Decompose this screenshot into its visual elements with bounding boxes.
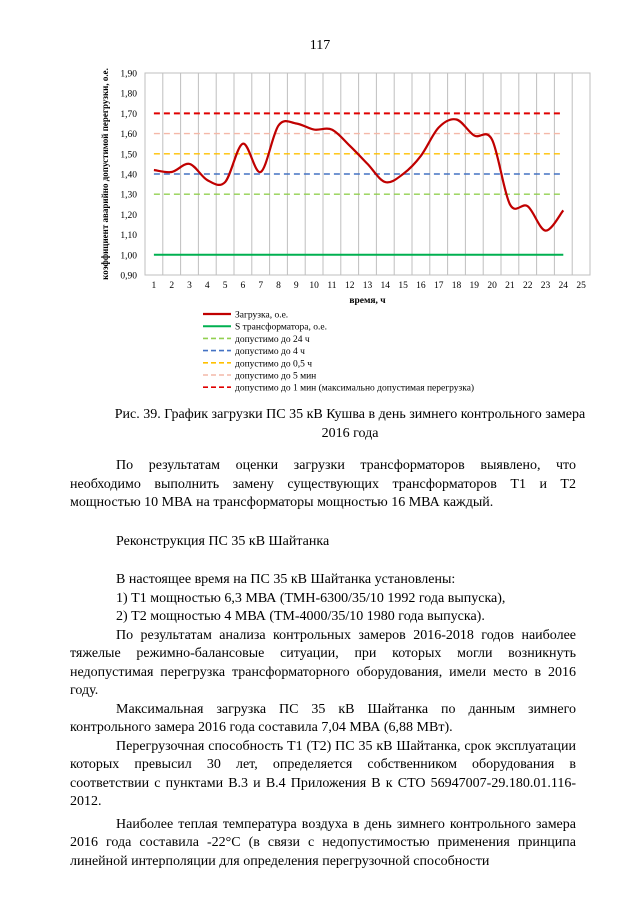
- body-text: [70, 457, 576, 871]
- paragraph-conclusion: По результатам оценки загрузки трансформаторов выявлено, что необходимо выполнить замену существующих трансформаторов Т1 и Т2 мощностью 10 МВА на трансформаторы мощностью 16 МВА каждый.: [70, 458, 576, 510]
- x-tick-label: 11: [327, 281, 337, 291]
- y-axis-label: коэффициент аварийно допустимой перегрузки, о.е.: [100, 68, 110, 280]
- x-axis-label: время, ч: [349, 296, 386, 306]
- paragraph-temperature: Наиболее теплая температура воздуха в день зимнего контрольного замера 2016 года составила -22°С (в связи с недопустимостью применения принципа линейной интерполяции для определения перегрузочной способности: [70, 816, 576, 869]
- y-tick-label: 1,50: [120, 150, 137, 161]
- x-tick-label: 6: [240, 281, 246, 291]
- paragraph-max-load: Максимальная загрузка ПС 35 кВ Шайтанка по данным зимнего контрольного замера 2016 года составила 7,04 МВА (6,88 МВт).: [70, 701, 576, 735]
- x-tick-label: 13: [362, 281, 373, 291]
- x-tick-label: 22: [522, 281, 533, 291]
- x-tick-label: 23: [540, 281, 551, 291]
- y-tick-label: 1,00: [120, 251, 137, 262]
- paragraph-overload-capacity: Перегрузочная способность Т1 (Т2) ПС 35 кВ Шайтанка, срок эксплуатации которых превысил 30 лет, определяется собственником оборудования в соответствии с пунктами В.3 и В.4 Приложения В к СТО 56947007-29.180.01.116-2012.: [70, 738, 576, 809]
- y-tick-label: 1,70: [120, 109, 137, 120]
- x-tick-label: 8: [276, 281, 281, 291]
- x-tick-label: 18: [451, 281, 462, 291]
- legend-label: допустимо до 5 мин: [235, 371, 317, 382]
- x-tick-label: 20: [487, 281, 497, 291]
- legend-label: Загрузка, о.е.: [235, 310, 289, 321]
- x-tick-label: 2: [169, 281, 175, 291]
- y-tick-label: 1,80: [120, 89, 137, 100]
- x-tick-label: 4: [204, 281, 210, 291]
- list-item-t1: 1) Т1 мощностью 6,3 МВА (ТМН-6300/35/10 1992 года выпуска),: [116, 590, 506, 606]
- y-tick-label: 1,60: [120, 130, 137, 141]
- x-tick-label: 10: [309, 281, 319, 291]
- x-tick-label: 9: [293, 281, 299, 291]
- x-tick-label: 1: [151, 281, 157, 291]
- paragraph-installed: В настоящее время на ПС 35 кВ Шайтанка установлены:: [116, 572, 456, 587]
- x-tick-label: 12: [344, 281, 355, 291]
- y-tick-label: 1,10: [120, 231, 137, 242]
- y-tick-label: 0,90: [120, 271, 137, 282]
- x-tick-label: 7: [258, 281, 264, 291]
- y-tick-label: 1,40: [120, 170, 137, 181]
- legend-label: S трансформатора, о.е.: [235, 322, 327, 333]
- load-chart: [98, 58, 598, 403]
- legend-label: допустимо до 0,5 ч: [235, 359, 312, 370]
- x-tick-label: 19: [469, 281, 480, 291]
- x-tick-label: 15: [398, 281, 408, 291]
- x-tick-label: 3: [187, 281, 192, 291]
- x-tick-label: 14: [380, 281, 391, 291]
- figure-caption: Рис. 39. График загрузки ПС 35 кВ Кушва в день зимнего контрольного замера 2016 года: [114, 407, 586, 441]
- x-tick-label: 24: [558, 281, 569, 291]
- legend-label: допустимо до 24 ч: [235, 334, 310, 345]
- y-tick-label: 1,30: [120, 190, 137, 201]
- page-number: 117: [309, 38, 331, 53]
- y-tick-label: 1,20: [120, 210, 137, 221]
- x-tick-label: 5: [222, 281, 228, 291]
- x-tick-label: 17: [433, 281, 444, 291]
- legend-label: допустимо до 4 ч: [235, 347, 305, 358]
- y-tick-label: 1,90: [120, 69, 137, 80]
- x-tick-label: 16: [416, 281, 426, 291]
- x-tick-label: 25: [576, 281, 586, 291]
- section-heading: Реконструкция ПС 35 кВ Шайтанка: [116, 533, 330, 549]
- legend-label: допустимо до 1 мин (максимально допустимая перегрузка): [235, 383, 475, 394]
- list-item-t2: 2) Т2 мощностью 4 МВА (ТМ-4000/35/10 1980 года выпуска).: [116, 609, 485, 624]
- paragraph-analysis: По результатам анализа контрольных замеров 2016-2018 годов наиболее тяжелые режимно-балансовые ситуации, при которых могли возникнуть недопустимая перегрузка трансформаторного оборудования, имели место в 2016 году.: [70, 627, 576, 698]
- x-tick-label: 21: [505, 281, 515, 291]
